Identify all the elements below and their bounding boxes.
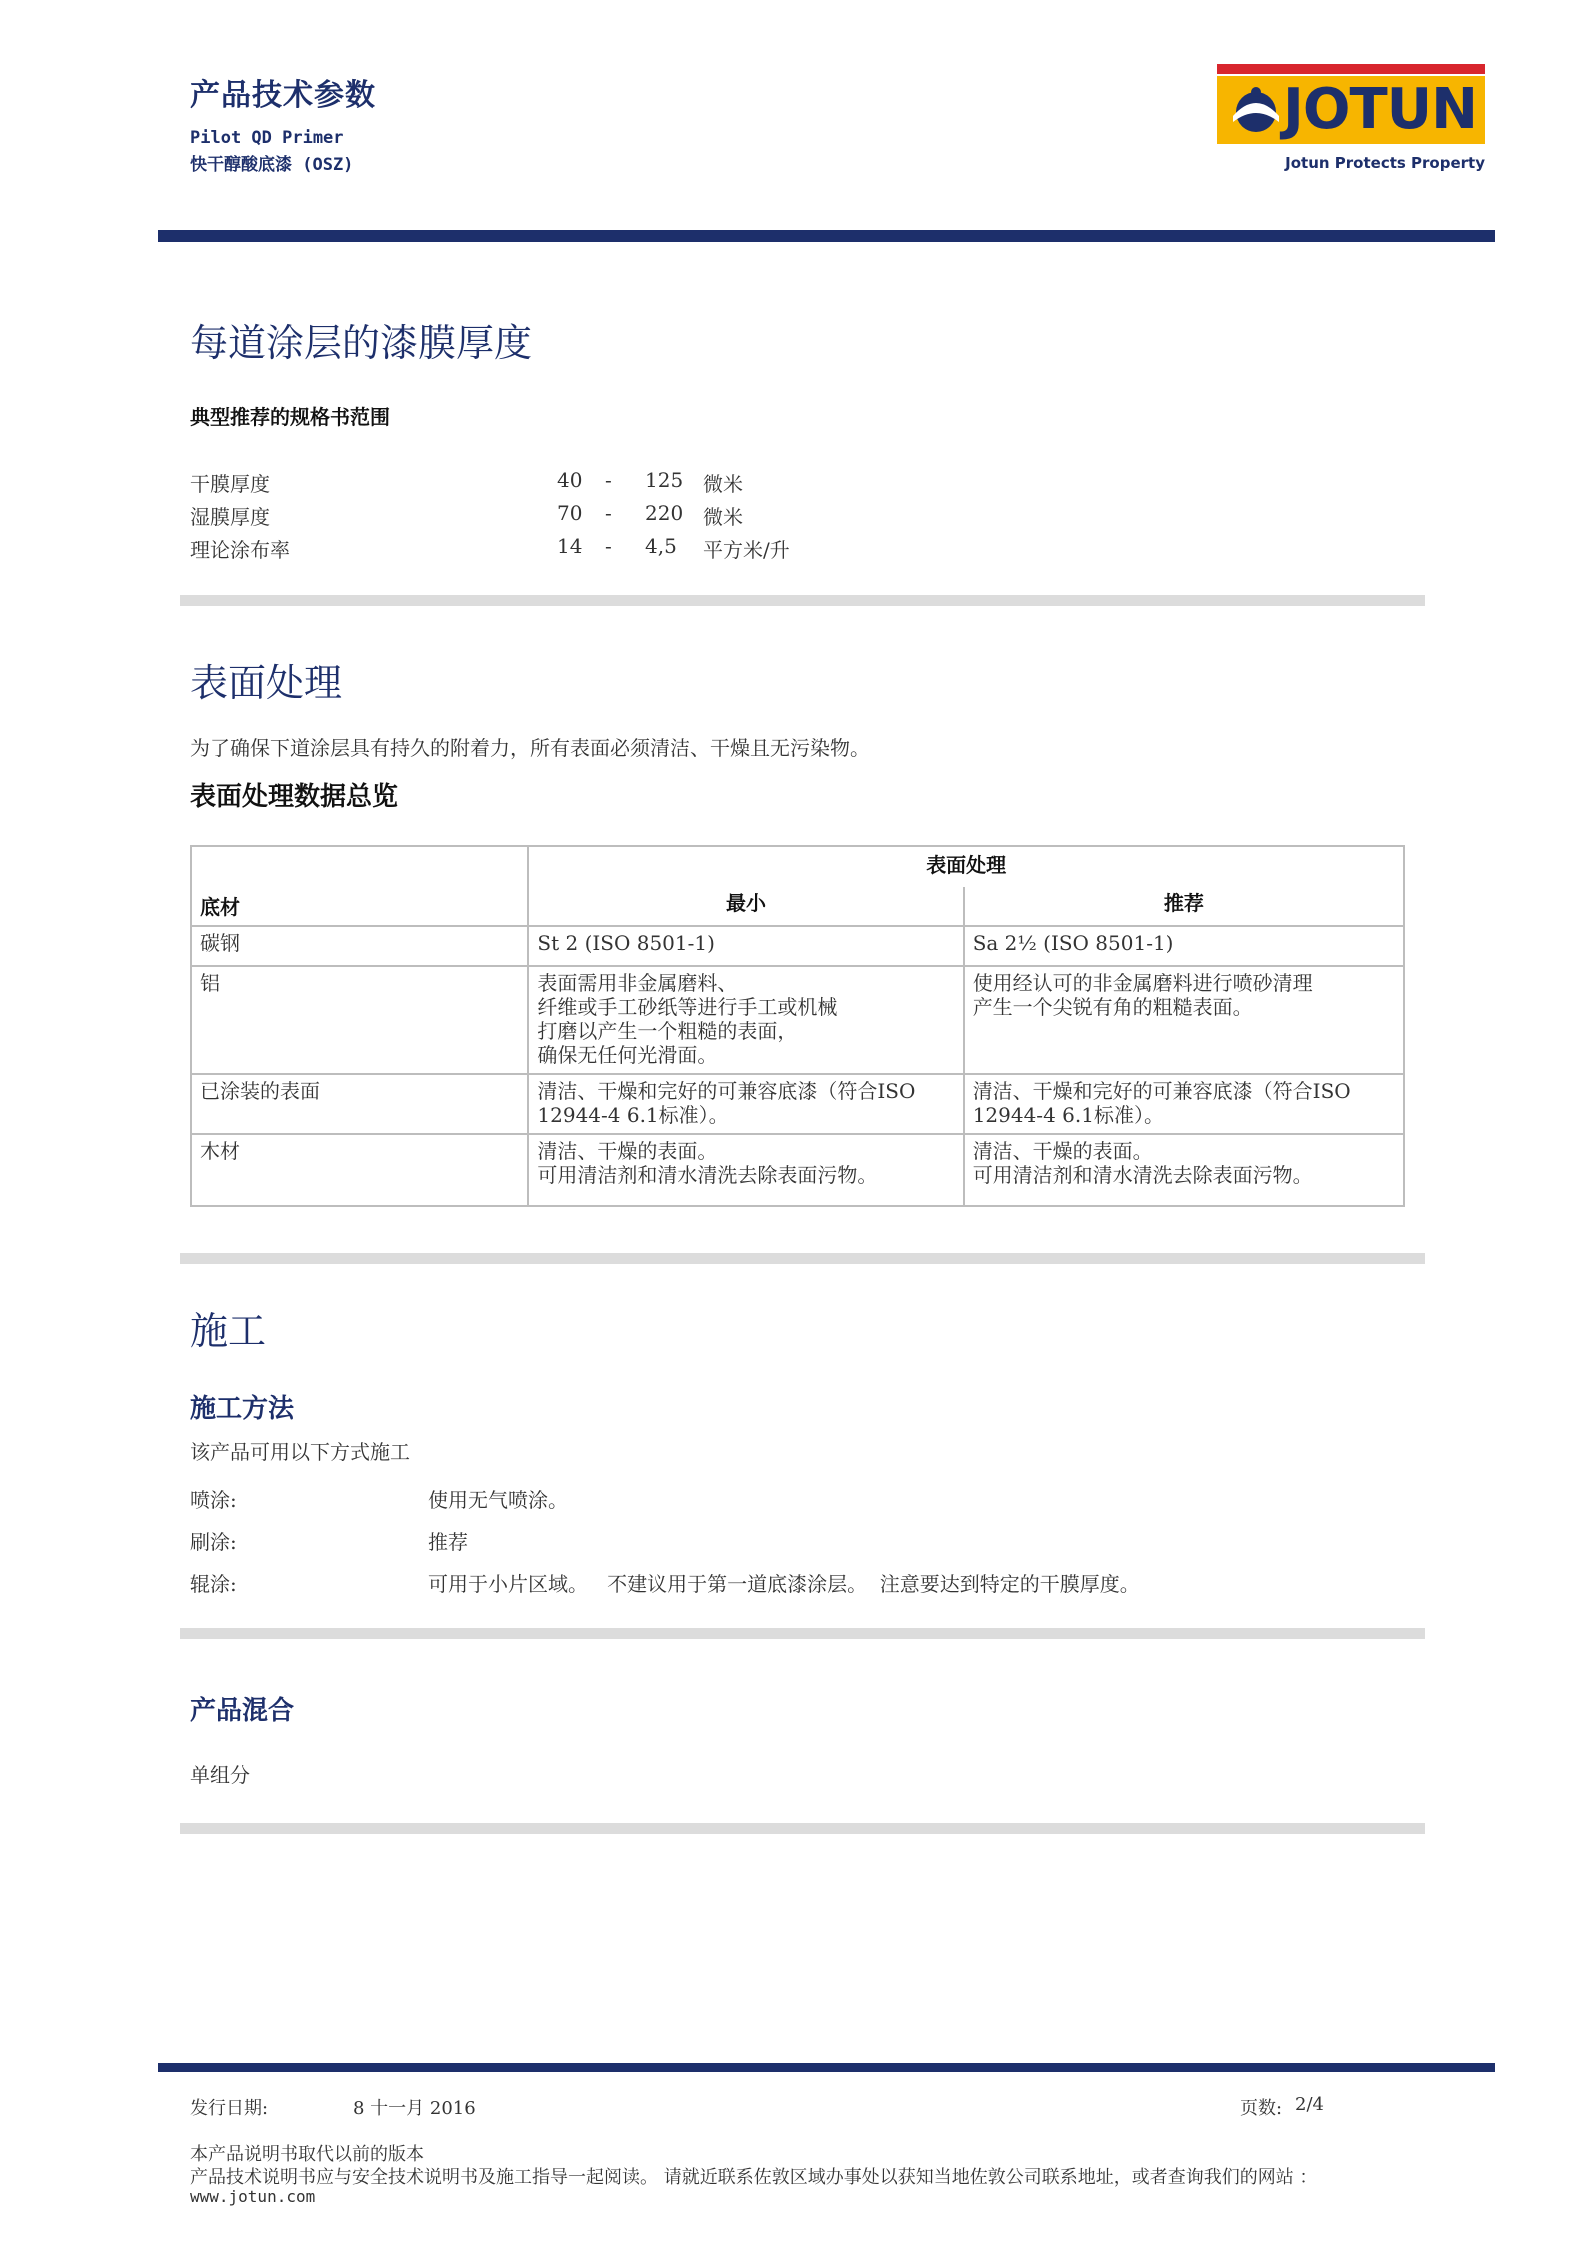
col-header-surface-prep: 表面处理: [528, 846, 1404, 887]
cell-line: 清洁、干燥的表面。: [972, 1139, 1153, 1163]
footer-note-supersedes: 本产品说明书取代以前的版本: [190, 2144, 424, 2165]
logo-tagline: Jotun Protects Property: [1285, 154, 1485, 172]
logo-emblem-icon: [1227, 82, 1285, 140]
method-value-roller: 可用于小片区域。 不建议用于第一道底漆涂层。 注意要达到特定的干膜厚度。: [428, 1572, 1140, 1596]
product-name-cn: 快干醇酸底漆 (OSZ): [190, 155, 354, 175]
application-method-title: 施工方法: [190, 1394, 295, 1424]
product-name-en: Pilot QD Primer: [190, 128, 344, 148]
substrate-cell: 已涂装的表面: [191, 1074, 528, 1134]
cell-line: 清洁、干燥的表面。: [537, 1139, 718, 1163]
min-cell: [528, 1074, 963, 1134]
cell-line: 12944-4 6.1标准）。: [537, 1103, 729, 1127]
application-method-intro: 该产品可用以下方式施工: [190, 1440, 410, 1464]
jotun-logo: [1217, 64, 1485, 182]
rec-cell: [964, 926, 1404, 966]
section-divider: [180, 1823, 1425, 1834]
film-row-dash: -: [605, 501, 612, 525]
film-row-label: 湿膜厚度: [190, 505, 270, 529]
table-row: [191, 966, 1404, 1074]
logo-wordmark: JOTUN: [1283, 77, 1477, 142]
issue-date-value: 8 十一月 2016: [353, 2098, 476, 2119]
issue-date-label: 发行日期:: [190, 2098, 269, 2119]
surface-prep-table: [190, 845, 1405, 1207]
surface-summary-title: 表面处理数据总览: [190, 782, 399, 812]
cell-line: 纤维或手工砂纸等进行手工或机械: [537, 995, 838, 1019]
film-row-max: 4,5: [645, 534, 677, 558]
footer-rule: [158, 2063, 1495, 2072]
film-row-unit: 微米: [703, 505, 743, 529]
min-cell: [528, 966, 963, 1074]
method-value-spray: 使用无气喷涂。: [428, 1488, 568, 1512]
cell-line: 可用清洁剂和清水清洗去除表面污物。: [537, 1163, 878, 1187]
min-cell: [528, 1134, 963, 1206]
cell-line: Sa 2½ (ISO 8501-1): [972, 931, 1174, 955]
cell-line: St 2 (ISO 8501-1): [537, 931, 715, 955]
film-row-unit: 平方米/升: [703, 538, 790, 562]
rec-cell: [964, 1134, 1404, 1206]
col-header-substrate: 底材: [191, 846, 528, 926]
section-divider: [180, 595, 1425, 606]
substrate-cell: 木材: [191, 1134, 528, 1206]
method-label-brush: 刷涂:: [190, 1530, 237, 1554]
rec-cell: [964, 1074, 1404, 1134]
application-title: 施工: [190, 1309, 267, 1353]
mixing-value: 单组分: [190, 1763, 250, 1787]
section-divider: [180, 1628, 1425, 1639]
cell-line: 可用清洁剂和清水清洗去除表面污物。: [972, 1163, 1313, 1187]
film-row-label: 理论涂布率: [190, 538, 290, 562]
cell-line: 确保无任何光滑面。: [537, 1043, 718, 1067]
film-row-label: 干膜厚度: [190, 472, 270, 496]
cell-line: 表面需用非金属磨料、: [537, 971, 738, 995]
surface-prep-intro: 为了确保下道涂层具有持久的附着力，所有表面必须清洁、干燥且无污染物。: [190, 736, 870, 760]
rec-cell: [964, 966, 1404, 1074]
col-header-min: 最小: [528, 887, 963, 926]
film-row-max: 125: [645, 468, 684, 492]
cell-line: 打磨以产生一个粗糙的表面，: [537, 1019, 798, 1043]
surface-prep-title: 表面处理: [190, 661, 343, 705]
substrate-cell: 铝: [191, 966, 528, 1074]
substrate-cell: 碳钢: [191, 926, 528, 966]
page-number: 2/4: [1295, 2094, 1324, 2115]
min-cell: [528, 926, 963, 966]
section-divider: [180, 1253, 1425, 1264]
table-row: [191, 1074, 1404, 1134]
page-label: 页数:: [1240, 2098, 1283, 2119]
method-label-spray: 喷涂:: [190, 1488, 237, 1512]
film-thickness-title: 每道涂层的漆膜厚度: [190, 321, 533, 365]
film-row-max: 220: [645, 501, 684, 525]
cell-line: 12944-4 6.1标准）。: [972, 1103, 1164, 1127]
film-row-min: 70: [557, 501, 583, 525]
film-row-dash: -: [605, 468, 612, 492]
header-rule: [158, 230, 1495, 242]
table-row: [191, 926, 1404, 966]
cell-line: 使用经认可的非金属磨料进行喷砂清理: [972, 971, 1313, 995]
cell-line: 产生一个尖锐有角的粗糙表面。: [972, 995, 1253, 1019]
cell-line: 清洁、干燥和完好的可兼容底漆（符合ISO: [972, 1079, 1351, 1103]
col-header-recommended: 推荐: [964, 887, 1404, 926]
table-row: [191, 1134, 1404, 1206]
cell-line: 清洁、干燥和完好的可兼容底漆（符合ISO: [537, 1079, 916, 1103]
film-row-dash: -: [605, 534, 612, 558]
mixing-title: 产品混合: [190, 1696, 295, 1726]
film-row-min: 40: [557, 468, 583, 492]
film-row-min: 14: [557, 534, 583, 558]
method-value-brush: 推荐: [428, 1530, 468, 1554]
doc-type-title: 产品技术参数: [190, 78, 376, 113]
method-label-roller: 辊涂:: [190, 1572, 237, 1596]
film-thickness-subtitle: 典型推荐的规格书范围: [190, 405, 390, 429]
footer-website-link[interactable]: www.jotun.com: [190, 2187, 316, 2206]
film-row-unit: 微米: [703, 472, 743, 496]
footer-note-read: 产品技术说明书应与安全技术说明书及施工指导一起阅读。 请就近联系佐敦区域办事处以获知当地佐敦公司联系地址，或者查询我们的网站 ：: [190, 2167, 1318, 2188]
